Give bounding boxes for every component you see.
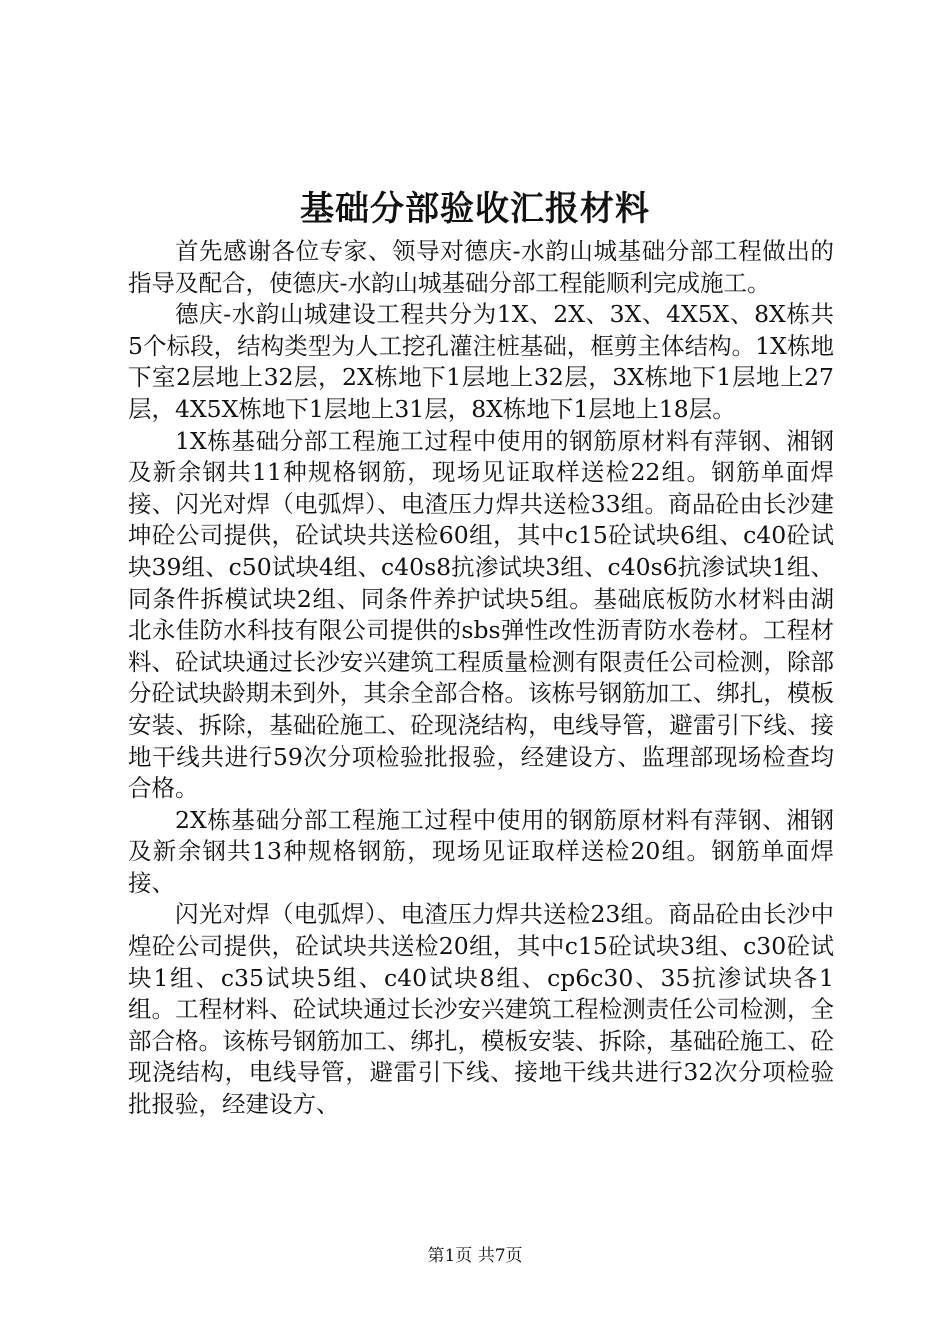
document-title: 基础分部验收汇报材料: [300, 189, 650, 229]
paragraph-building-1x: 1X栋基础分部工程施工过程中使用的钢筋原材料有萍钢、湘钢及新余钢共11种规格钢筋，现场见证取样送检22组。钢筋单面焊接、闪光对焊（电弧焊）、电渣压力焊共送检33组。商品砼由长沙建坤砼公司提供，砼试块共送检60组，其中c15砼试块6组、c40砼试块39组、c50试块4组、c40s8抗渗试块3组、c40s6抗渗试块1组、同条件拆模试块2组、同条件养护试块5组。基础底板防水材料由湖北永佳防水科技有限公司提供的sbs弹性改性沥青防水卷材。工程材料、砼试块通过长沙安兴建筑工程质量检测有限责任公司检测，除部分砼试块龄期未到外，其余全部合格。该栋号钢筋加工、绑扎，模板安装、拆除，基础砼施工、砼现浇结构，电线导管，避雷引下线、接地干线共进行59次分项检验批报验，经建设方、监理部现场检查均合格。: [128, 426, 834, 803]
paragraph-intro: 首先感谢各位专家、领导对德庆-水韵山城基础分部工程做出的指导及配合，使德庆-水韵山城基础分部工程能顺利完成施工。: [128, 237, 834, 297]
paragraph-building-2x: 2X栋基础分部工程施工过程中使用的钢筋原材料有萍钢、湘钢及新余钢共13种规格钢筋，现场见证取样送检20组。钢筋单面焊接、: [128, 805, 834, 897]
paragraph-overview: 德庆-水韵山城建设工程共分为1X、2X、3X、4X5X、8X栋共5个标段，结构类型为人工挖孔灌注桩基础，框剪主体结构。1X栋地下室2层地上32层，2X栋地下1层地上32层，3X栋地下1层地上27层，4X5X栋地下1层地上31层，8X栋地下1层地上18层。: [128, 300, 834, 423]
document-body: [128, 236, 834, 1121]
paragraph-building-2x-continued: 闪光对焊（电弧焊）、电渣压力焊共送检23组。商品砼由长沙中煌砼公司提供，砼试块共送检20组，其中c15砼试块3组、c30砼试块1组、c35试块5组、c40试块8组、cp6c30、35抗渗试块各1组。工程材料、砼试块通过长沙安兴建筑工程检测责任公司检测，全部合格。该栋号钢筋加工、绑扎，模板安装、拆除，基础砼施工、砼现浇结构，电线导管，避雷引下线、接地干线共进行32次分项检验批报验，经建设方、: [128, 900, 834, 1119]
page-number-footer: 第1页 共7页: [427, 1246, 523, 1266]
